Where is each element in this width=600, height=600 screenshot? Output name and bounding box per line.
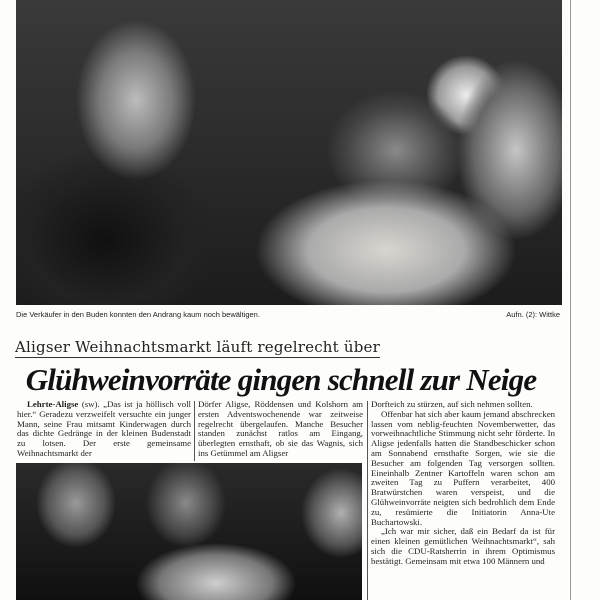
article-headline: Glühweinvorräte gingen schnell zur Neige: [25, 362, 537, 397]
page-edge-rule: [570, 0, 571, 600]
column-3-paragraph-1: Dorfteich zu stürzen, auf sich nehmen sollten.: [371, 399, 533, 409]
column-2-text: Dörfer Aligse, Röddensen und Kolshorn am ersten Adventswochenende war zeitweise regelrecht übergelaufen. Manche Besucher standen zunächst ratlos am Eingang, überlegten ernsthaft, ob sie das Wagnis, sich ins Getümmel am Aligser: [198, 399, 363, 458]
article-column-2: [198, 400, 363, 459]
column-divider: [194, 401, 195, 461]
market-stall-photo: [16, 0, 562, 305]
column-divider: [367, 401, 368, 600]
crowd-photo: [16, 463, 362, 600]
column-1-text: (sw). „Das ist ja höllisch voll hier.“ Geradezu verzweifelt versuchte ein junger Mann, seine Frau mitsamt Kinderwagen durch das dichte Gedränge in der kleinen Budenstadt zu lotsen. Der erste gemeinsame Weihnachtsmarkt der: [17, 399, 191, 458]
article-column-3: [371, 400, 555, 567]
dateline: Lehrte-Aligse: [27, 399, 79, 409]
photo-caption: Die Verkäufer in den Buden konnten den Andrang kaum noch bewältigen.: [16, 310, 260, 319]
photo-credit: Aufn. (2): Wittke: [506, 310, 560, 319]
column-3-paragraph-2: Offenbar hat sich aber kaum jemand abschrecken lassen vom neblig-feuchten Novemberwetter, das vorweihnachtliche Stimmung nicht sehr förderte. In Aligse jedenfalls hatten die Standbeschicker schon am Sonnabend ernsthafte Sorgen, wie sie die Besucher am folgenden Tag versorgen sollten. Eineinhalb Zentner Kartoffeln waren schon am zweiten Tag zu Puffern verarbeitet, 400 Bratwürstchen waren verspeist, und die Glühweinvorräte neigten sich bedrohlich dem Ende zu, resümierte die Initiatorin Anna-Ute Buchartowski.: [371, 408, 555, 527]
article-column-1: [17, 400, 191, 459]
article-kicker: Aligser Weihnachtsmarkt läuft regelrecht über: [15, 338, 380, 356]
column-3-paragraph-3: „Ich war mir sicher, daß ein Bedarf da ist für einen kleinen gemütlichen Weihnachtsmarkt“, sah sich die CDU-Ratsherrin in ihrem Optimismus bestätigt. Gemeinsam mit etwa 100 Männern und: [371, 526, 555, 566]
